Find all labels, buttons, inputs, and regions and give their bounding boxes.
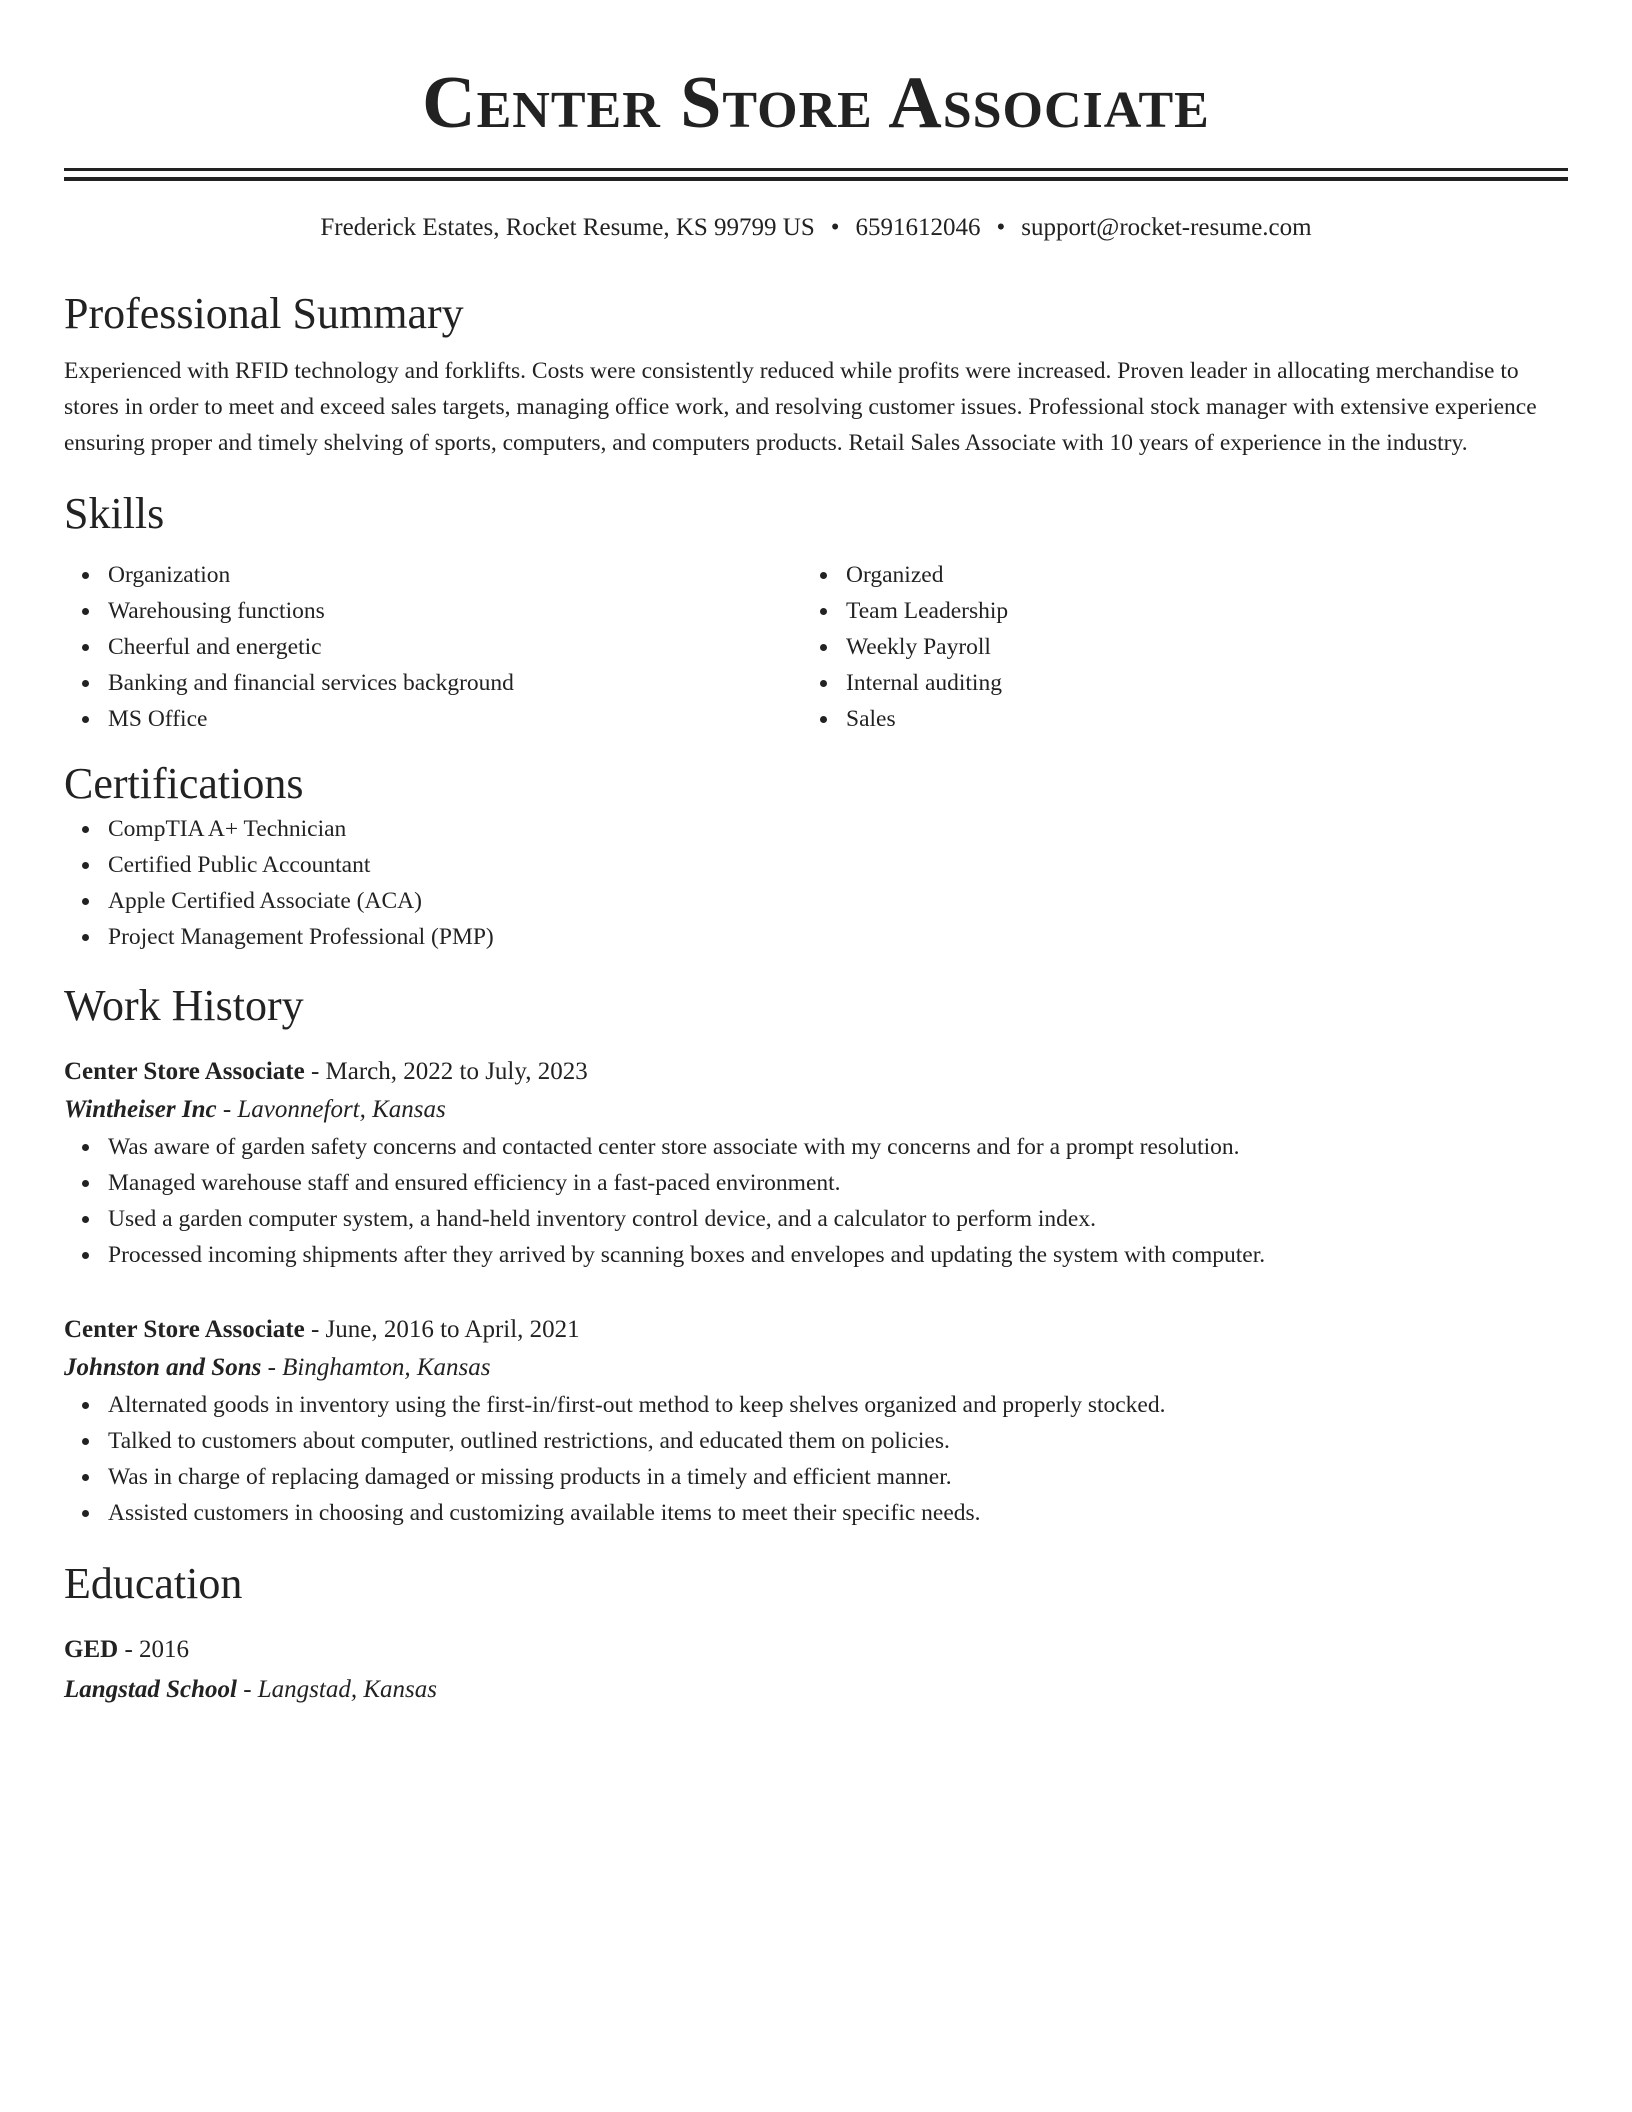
summary-text: Experienced with RFID technology and forklifts. Costs were consistently reduced while profits were increased. Proven leader in allocating merchandise to stores in order to meet and exceed sales targets, managing office work, and resolving customer issues. Professional stock manager with extensive experience ensuring proper and timely shelving of sports, computers, and computers products. Retail Sales Associate with 10 years of experience in the industry. [64,358,1537,456]
skill-item: Weekly Payroll [846,629,1568,665]
skill-item: MS Office [108,701,816,737]
certification-item: Certified Public Accountant [108,847,1568,883]
skills-heading: Skills [64,489,165,538]
certification-item: Project Management Professional (PMP) [108,919,1568,955]
certifications-heading: Certifications [64,759,304,808]
job-location: Binghamton, Kansas [282,1354,491,1381]
skill-item: Sales [846,701,1568,737]
job-duty-item: Used a garden computer system, a hand-held inventory control device, and a calculator to perform index. [108,1201,1568,1237]
skill-item: Banking and financial services background [108,665,816,701]
contact-line [64,211,1568,245]
education-dash: - [118,1636,140,1663]
job-title-line [64,1053,1568,1091]
skills-list-right [816,557,1568,737]
education-degree-line [64,1631,1568,1669]
contact-separator: • [830,214,840,241]
job-duty-item: Processed incoming shipments after they arrived by scanning boxes and envelopes and updating the system with computer. [108,1237,1568,1273]
education-dash: - [236,1676,258,1703]
contact-separator: • [996,214,1006,241]
job-dash: - [261,1354,283,1381]
summary-heading: Professional Summary [64,289,464,338]
education-heading: Education [64,1559,243,1608]
work-history-heading: Work History [64,981,304,1030]
education-location: Langstad, Kansas [257,1676,437,1703]
education-year: 2016 [139,1636,190,1663]
education-degree: GED [64,1636,119,1663]
job-dash: - [304,1058,326,1085]
job-company: Johnston and Sons [64,1354,262,1381]
skill-item: Cheerful and energetic [108,629,816,665]
contact-phone: 6591612046 [855,214,981,241]
job-title-line [64,1311,1568,1349]
job-duty-item: Was aware of garden safety concerns and contacted center store associate with my concerns and for a prompt resolution. [108,1129,1568,1165]
job-dash: - [304,1316,326,1343]
education-entry [64,1631,1568,1709]
job-duty-item: Managed warehouse staff and ensured efficiency in a fast-paced environment. [108,1165,1568,1201]
job-dates: March, 2022 to July, 2023 [325,1058,588,1085]
skills-column-left [64,557,816,737]
certification-item: CompTIA A+ Technician [108,811,1568,847]
certifications-list [64,811,1568,955]
job-duty-item: Assisted customers in choosing and customizing available items to meet their specific needs. [108,1495,1568,1531]
job-duties-list [64,1387,1568,1531]
skill-item: Team Leadership [846,593,1568,629]
contact-address: Frederick Estates, Rocket Resume, KS 99799 US [320,214,815,241]
job-entry [64,1311,1568,1531]
education-school: Langstad School [64,1676,237,1703]
job-duty-item: Talked to customers about computer, outlined restrictions, and educated them on policies. [108,1423,1568,1459]
job-duty-item: Was in charge of replacing damaged or missing products in a timely and efficient manner. [108,1459,1568,1495]
skill-item: Organization [108,557,816,593]
job-company-line [64,1349,1568,1387]
certification-item: Apple Certified Associate (ACA) [108,883,1568,919]
skill-item: Warehousing functions [108,593,816,629]
title-rule-bottom [64,177,1568,181]
skill-item: Internal auditing [846,665,1568,701]
skills-list-left [64,557,816,737]
job-duty-item: Alternated goods in inventory using the first-in/first-out method to keep shelves organized and properly stocked. [108,1387,1568,1423]
job-company-line [64,1091,1568,1129]
job-dash: - [216,1096,238,1123]
job-location: Lavonnefort, Kansas [237,1096,446,1123]
skills-grid [64,557,1568,737]
job-entry [64,1053,1568,1273]
job-title: Center Store Associate [64,1316,305,1343]
skill-item: Organized [846,557,1568,593]
resume-title: Center Store Associate [422,62,1210,144]
education-school-line [64,1671,1568,1709]
skills-column-right [816,557,1568,737]
job-duties-list [64,1129,1568,1273]
title-rule-top [64,168,1568,171]
job-company: Wintheiser Inc [64,1096,217,1123]
job-dates: June, 2016 to April, 2021 [325,1316,580,1343]
contact-email: support@rocket-resume.com [1021,214,1312,241]
job-title: Center Store Associate [64,1058,305,1085]
